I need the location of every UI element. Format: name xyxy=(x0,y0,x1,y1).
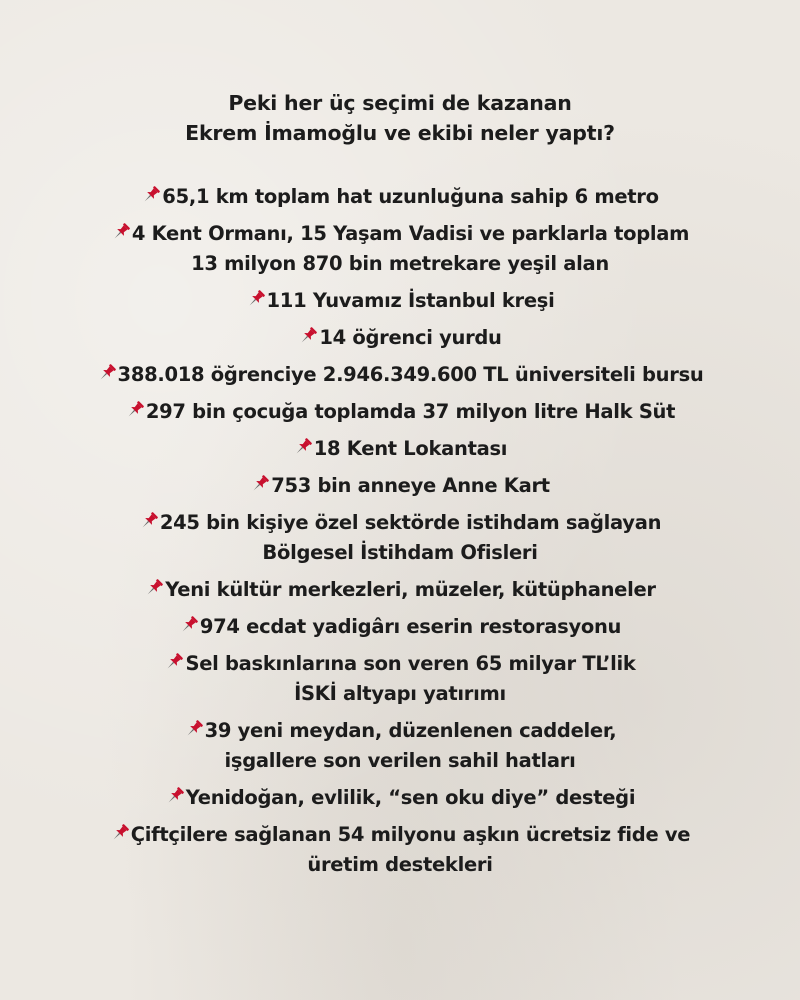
pushpin-icon xyxy=(293,437,313,457)
achievements-list xyxy=(0,182,800,887)
pushpin-icon xyxy=(179,615,199,635)
page-title xyxy=(0,88,800,148)
list-item-line xyxy=(0,649,800,679)
list-item-text: 65,1 km toplam hat uzunluğuna sahip 6 metro xyxy=(162,185,659,208)
pushpin-icon xyxy=(110,823,130,843)
list-item xyxy=(0,649,800,709)
list-item-line xyxy=(0,286,800,316)
list-item-text: Sel baskınlarına son veren 65 milyar TL’lik xyxy=(185,652,636,675)
list-item-line xyxy=(0,508,800,538)
list-item-text: Yeni kültür merkezleri, müzeler, kütüphaneler xyxy=(165,578,656,601)
list-item-line xyxy=(0,783,800,813)
list-item-line xyxy=(0,820,800,850)
list-item-text: Bölgesel İstihdam Ofisleri xyxy=(262,541,538,564)
list-item-line xyxy=(0,746,800,776)
list-item xyxy=(0,575,800,605)
list-item-line xyxy=(0,471,800,501)
list-item-text: 14 öğrenci yurdu xyxy=(319,326,502,349)
list-item-text: üretim destekleri xyxy=(307,853,493,876)
pushpin-icon xyxy=(97,363,117,383)
list-item-text: 297 bin çocuğa toplamda 37 milyon litre Halk Süt xyxy=(145,400,676,423)
title-line-1: Peki her üç seçimi de kazanan xyxy=(228,91,572,115)
pushpin-icon xyxy=(111,222,131,242)
list-item xyxy=(0,182,800,212)
pushpin-icon xyxy=(139,511,159,531)
pushpin-icon xyxy=(298,326,318,346)
list-item xyxy=(0,219,800,279)
list-item-line xyxy=(0,249,800,279)
list-item xyxy=(0,286,800,316)
list-item xyxy=(0,716,800,776)
list-item-line xyxy=(0,397,800,427)
list-item xyxy=(0,397,800,427)
list-item-text: Yenidoğan, evlilik, “sen oku diye” desteği xyxy=(185,786,636,809)
list-item-text: işgallere son verilen sahil hatları xyxy=(224,749,576,772)
list-item-line xyxy=(0,538,800,568)
pushpin-icon xyxy=(144,578,164,598)
list-item-text: İSKİ altyapı yatırımı xyxy=(294,682,506,705)
list-item-line xyxy=(0,323,800,353)
list-item xyxy=(0,612,800,642)
pushpin-icon xyxy=(164,652,184,672)
list-item-text: 13 milyon 870 bin metrekare yeşil alan xyxy=(191,252,609,275)
list-item-line xyxy=(0,219,800,249)
list-item-text: Çiftçilere sağlanan 54 milyonu aşkın ücretsiz fide ve xyxy=(130,823,691,846)
list-item-text: 111 Yuvamız İstanbul kreşi xyxy=(266,289,555,312)
list-item xyxy=(0,508,800,568)
list-item-line xyxy=(0,434,800,464)
pushpin-icon xyxy=(141,185,161,205)
list-item-line xyxy=(0,679,800,709)
pushpin-icon xyxy=(246,289,266,309)
list-item-line xyxy=(0,612,800,642)
pushpin-icon xyxy=(165,786,185,806)
list-item-text: 4 Kent Ormanı, 15 Yaşam Vadisi ve parklarla toplam xyxy=(131,222,690,245)
list-item-line xyxy=(0,182,800,212)
list-item-line xyxy=(0,575,800,605)
list-item xyxy=(0,360,800,390)
list-item-text: 39 yeni meydan, düzenlenen caddeler, xyxy=(204,719,617,742)
list-item-text: 974 ecdat yadigârı eserin restorasyonu xyxy=(199,615,622,638)
pushpin-icon xyxy=(125,400,145,420)
list-item xyxy=(0,323,800,353)
title-line-2: Ekrem İmamoğlu ve ekibi neler yaptı? xyxy=(185,121,615,145)
list-item-text: 753 bin anneye Anne Kart xyxy=(271,474,550,497)
pushpin-icon xyxy=(184,719,204,739)
list-item-text: 245 bin kişiye özel sektörde istihdam sağlayan xyxy=(159,511,662,534)
list-item-line xyxy=(0,850,800,880)
pushpin-icon xyxy=(250,474,270,494)
list-item-text: 388.018 öğrenciye 2.946.349.600 TL üniversiteli bursu xyxy=(117,363,704,386)
list-item xyxy=(0,783,800,813)
list-item xyxy=(0,471,800,501)
list-item xyxy=(0,434,800,464)
list-item-line xyxy=(0,360,800,390)
list-item-line xyxy=(0,716,800,746)
list-item-text: 18 Kent Lokantası xyxy=(313,437,508,460)
list-item xyxy=(0,820,800,880)
